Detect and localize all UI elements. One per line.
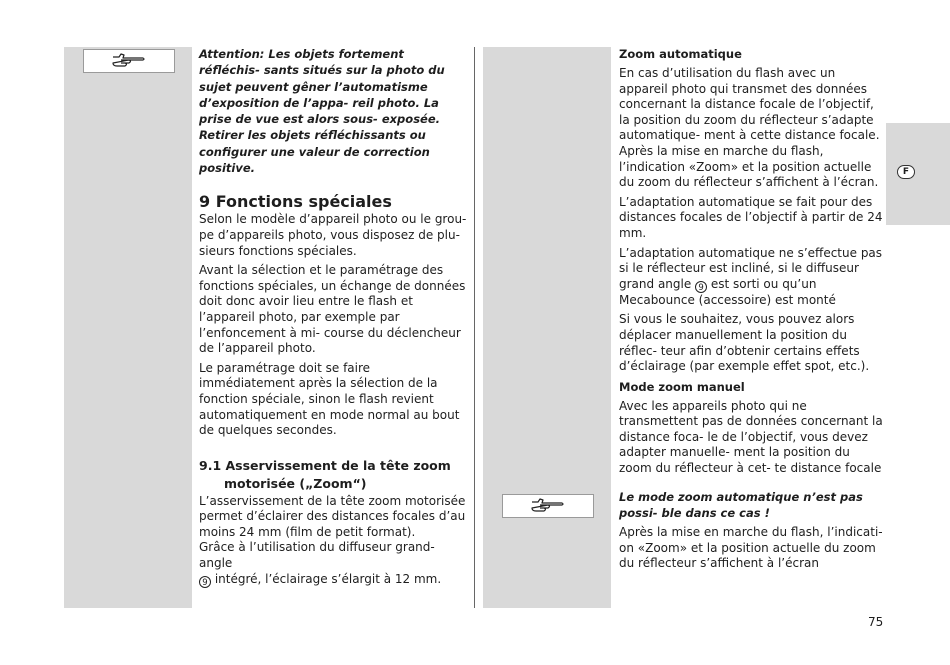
section-heading: 9 Fonctions spéciales bbox=[199, 192, 392, 212]
language-badge: F bbox=[897, 165, 915, 179]
attention-note-box bbox=[83, 49, 175, 73]
language-tab bbox=[886, 123, 950, 225]
callout-number: 9 bbox=[695, 281, 707, 293]
attention-note: Attention: Les objets fortement réfléchis- sants situés sur la photo du sujet peuvent gêner l’automatisme d’exposition de l’appa- reil photo. La prise de vue est alors sous- exposée. Retirer les objets réfléchissants ou configurer une valeur de correction positive. bbox=[199, 47, 445, 176]
pointing-hand-icon bbox=[528, 497, 568, 515]
callout-number: 9 bbox=[199, 576, 211, 588]
left-text-column bbox=[199, 46, 467, 592]
paragraph-text: L’adaptation automatique ne s’effectue pas si le réflecteur est incliné, si le diffuseur grand angle bbox=[619, 245, 883, 291]
zoom-note-box bbox=[502, 494, 594, 518]
paragraph: Si vous le souhaitez, vous pouvez alors déplacer manuellement la position du réflec- teur afin d’obtenir certains effets d’éclairage (par exemple effet spot, etc.). bbox=[619, 312, 870, 374]
paragraph bbox=[619, 246, 884, 309]
paragraph: L’asservissement de la tête zoom motorisée permet d’éclairer des distances focales d’au moins 24 mm (film de petit format). bbox=[199, 493, 466, 539]
paragraph bbox=[199, 540, 467, 587]
page-number: 75 bbox=[868, 615, 884, 629]
right-text-column bbox=[619, 46, 884, 576]
paragraph: Avec les appareils photo qui ne transmettent pas de données concernant la distance foca- le de l’objectif, vous devez adapter manuelle- ment la position du zoom du réflecteur à cet- te distance focale bbox=[619, 398, 883, 476]
left-margin-bar bbox=[64, 47, 192, 608]
pointing-hand-icon bbox=[109, 52, 149, 70]
paragraph: Avant la sélection et le paramétrage des fonctions spéciales, un échange de données doit donc avoir lieu entre le flash et l’appareil photo, par exemple par l’enfoncement à mi- course du déclencheur de l’appareil photo. bbox=[199, 263, 466, 356]
subsection-heading-line1: 9.1 Asservissement de la tête zoom bbox=[199, 457, 451, 473]
zoom-note: Le mode zoom automatique n’est pas possi- ble dans ce cas ! bbox=[619, 489, 863, 520]
paragraph: Le paramétrage doit se faire immédiatement après la sélection de la fonction spéciale, sinon le flash revient automatiquement en mode normal au bout de quelques secondes. bbox=[199, 360, 460, 438]
paragraph-text: intégré, l’éclairage s’élargit à 12 mm. bbox=[214, 571, 442, 586]
subheading-manual-zoom: Mode zoom manuel bbox=[619, 379, 745, 394]
paragraph: L’adaptation automatique se fait pour des distances focales de l’objectif à partir de 24 mm. bbox=[619, 194, 883, 240]
right-margin-bar bbox=[483, 47, 611, 608]
paragraph-text: Grâce à l’utilisation du diffuseur grand-angle bbox=[199, 540, 435, 571]
subheading-auto-zoom: Zoom automatique bbox=[619, 47, 742, 61]
paragraph: Après la mise en marche du flash, l’indicati- on «Zoom» et la position actuelle du zoom du réflecteur s’affichent à l’écran bbox=[619, 525, 883, 571]
paragraph: Selon le modèle d’appareil photo ou le grou- pe d’appareils photo, vous disposez de plu- sieurs fonctions spéciales. bbox=[199, 212, 467, 258]
paragraph: En cas d’utilisation du flash avec un appareil photo qui transmet des données concernant la distance focale de l’objectif, la position du zoom du réflecteur s’adapte automatique- ment à cette distance focale. Après la mise en marche du flash, l’indication «Zoom» et la position actuelle du zoom du réflecteur s’affichent à l’écran. bbox=[619, 66, 880, 190]
subsection-heading bbox=[199, 457, 467, 493]
subsection-heading-line2: motorisée („Zoom“) bbox=[224, 475, 367, 491]
column-divider bbox=[474, 47, 475, 608]
paragraph-text: est sorti ou qu’un Mecabounce (accessoire) est monté bbox=[619, 276, 836, 307]
